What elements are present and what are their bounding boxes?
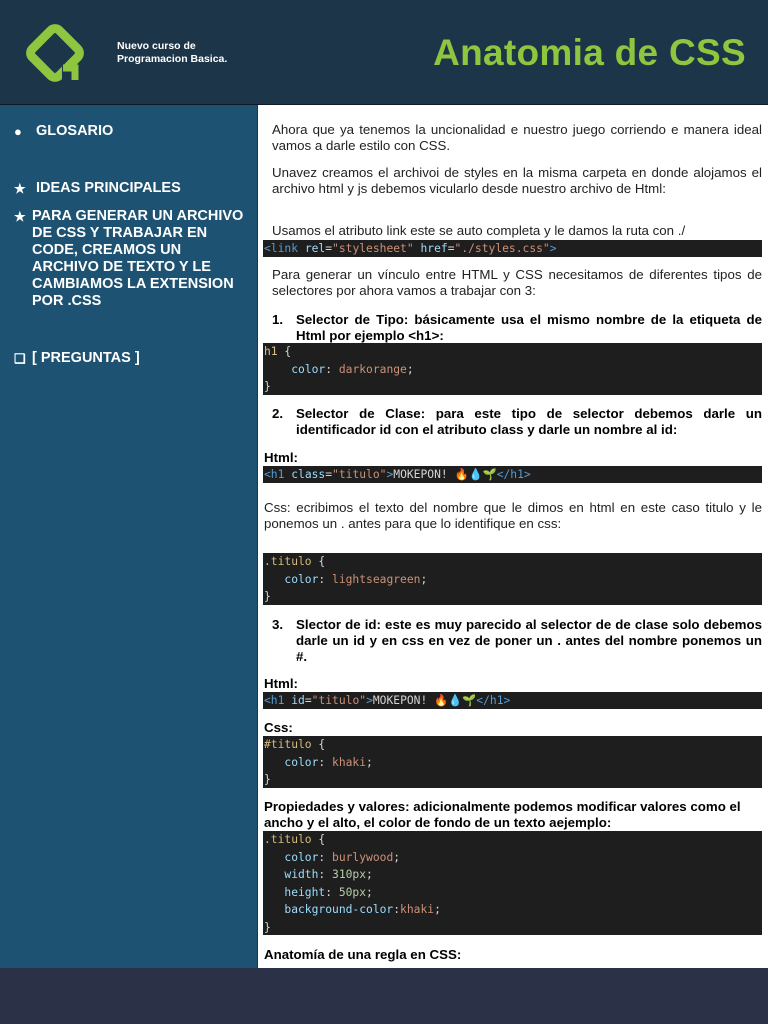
sidebar-item-label: GLOSARIO bbox=[36, 123, 114, 139]
main-content bbox=[258, 105, 768, 968]
label-html-2: Html: bbox=[264, 676, 298, 691]
paragraph-selectores: Para generar un vínculo entre HTML y CSS necesitamos de diferentes tipos de selectores por ahora vamos a trabajar con 3: bbox=[272, 267, 762, 298]
label-html: Html: bbox=[264, 450, 298, 465]
checkbox-icon: ❑ bbox=[14, 351, 26, 366]
footer bbox=[0, 968, 768, 1024]
sidebar-item-label: PARA GENERAR UN ARCHIVO DE CSS Y TRABAJAR EN CODE, CREAMOS UN ARCHIVO DE TEXTO Y LE CAMBIAMOS LA EXTENSION POR .CSS bbox=[32, 208, 244, 309]
paragraph-css-clase: Css: ecribimos el texto del nombre que le dimos en html en este caso titulo y le ponemos un . antes para que lo identifique en css: bbox=[264, 500, 762, 531]
sidebar-item-label: [ PREGUNTAS ] bbox=[32, 350, 140, 366]
paragraph-vincular: Unavez creamos el archivoi de styles en la misma carpeta en donde alojamos el archivo html y js debemos vicularlo desde nuestro archivo de Html: bbox=[272, 165, 762, 196]
code-block-tipo: h1 { color: darkorange; } bbox=[263, 343, 762, 395]
label-css: Css: bbox=[264, 720, 293, 735]
course-line-1: Nuevo curso de bbox=[117, 40, 196, 52]
header bbox=[0, 0, 768, 105]
sidebar-item-preguntas[interactable] bbox=[14, 350, 140, 367]
page-title: Anatomia de CSS bbox=[433, 32, 746, 73]
paragraph-propiedades: Propiedades y valores: adicionalmente podemos modificar valores como el ancho y el alto, el color de fondo de un texto aejemplo: bbox=[264, 799, 741, 830]
list-item-selector-id: 3. Slector de id: este es muy parecido al selector de de clase solo debemos darle un id y en css en vez de poner un . antes del nombre ponemos un #. bbox=[272, 617, 762, 664]
list-item-selector-tipo: 1. Selector de Tipo: básicamente usa el mismo nombre de la etiqueta de Html por ejemplo <h1>: bbox=[272, 312, 762, 343]
paragraph-intro: Ahora que ya tenemos la uncionalidad e nuestro juego corriendo e manera ideal vamos a darle estilo con CSS. bbox=[272, 122, 762, 153]
paragraph-anatomia: Anatomía de una regla en CSS: bbox=[264, 947, 462, 962]
code-block-propiedades: .titulo { color: burlywood; width: 310px; height: 50px; background-color:khaki; } bbox=[263, 831, 762, 935]
code-block-id: #titulo { color: khaki; } bbox=[263, 736, 762, 788]
code-block-class: <h1 class="titulo">MOKEPON! 🔥💧🌱</h1> bbox=[263, 466, 762, 483]
bullet-icon: ● bbox=[14, 124, 22, 139]
code-block-clase: .titulo { color: lightseagreen; } bbox=[263, 553, 762, 605]
sidebar-item-glosario[interactable] bbox=[14, 123, 113, 140]
code-block-id-html: <h1 id="titulo">MOKEPON! 🔥💧🌱</h1> bbox=[263, 692, 762, 709]
code-block-link: <link rel="stylesheet" href="./styles.css"> bbox=[263, 240, 762, 257]
course-name bbox=[117, 40, 227, 66]
paragraph-link: Usamos el atributo link este se auto completa y le damos la ruta con ./ bbox=[272, 223, 686, 238]
logo-icon bbox=[24, 22, 86, 84]
star-icon: ★ bbox=[14, 209, 26, 224]
sidebar-item-label: IDEAS PRINCIPALES bbox=[36, 180, 181, 196]
course-line-2: Programacion Basica. bbox=[117, 53, 228, 65]
sidebar-item-generar-css[interactable] bbox=[14, 208, 246, 310]
list-item-selector-clase: 2. Selector de Clase: para este tipo de selector debemos darle un identificador id con el atributo class y darle un nombre al id: bbox=[272, 406, 762, 437]
sidebar bbox=[0, 105, 257, 968]
star-icon: ★ bbox=[14, 181, 26, 196]
sidebar-item-ideas-principales[interactable] bbox=[14, 180, 181, 197]
